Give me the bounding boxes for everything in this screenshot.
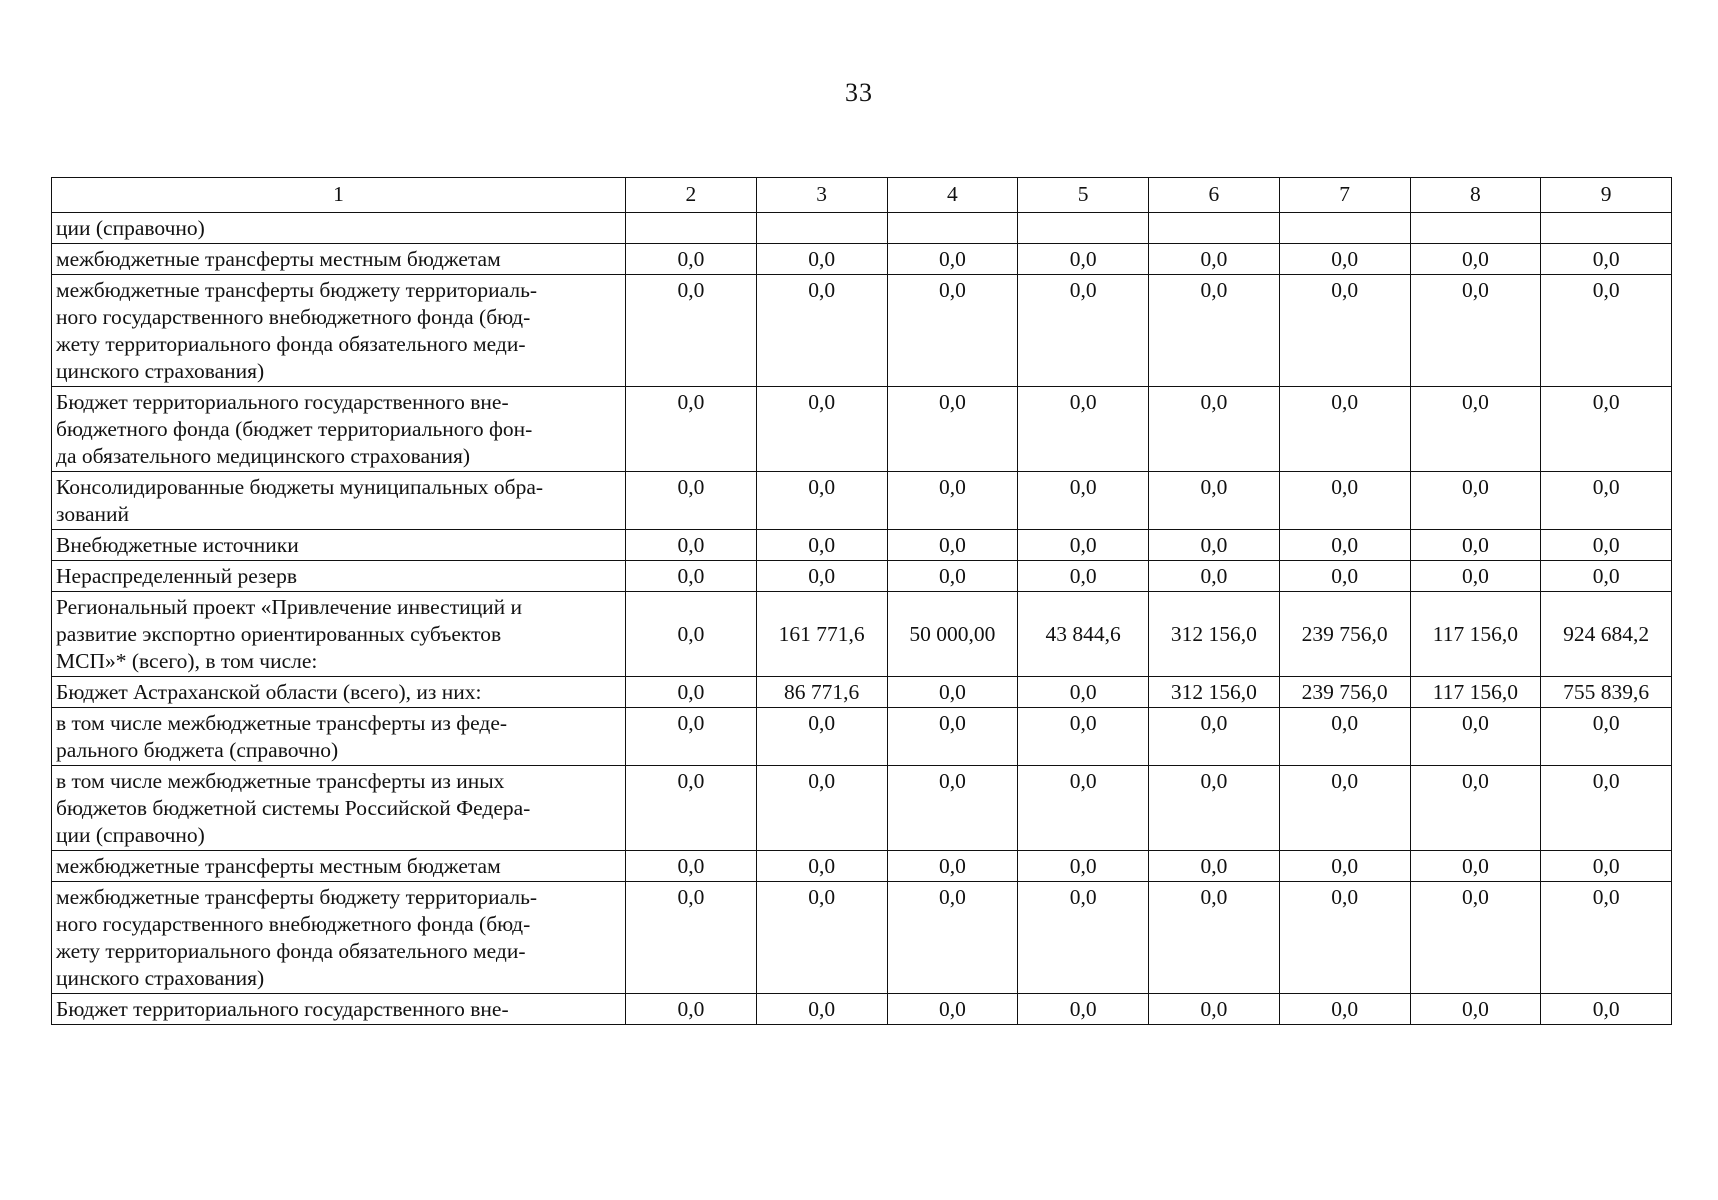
row-value: 0,0 — [887, 472, 1018, 530]
row-value: 0,0 — [1149, 472, 1280, 530]
row-value: 0,0 — [1149, 387, 1280, 472]
row-value: 0,0 — [1541, 708, 1672, 766]
table-row — [52, 275, 1672, 387]
row-value: 0,0 — [887, 561, 1018, 592]
row-value: 0,0 — [756, 708, 887, 766]
row-value: 0,0 — [1541, 882, 1672, 994]
label-line: Бюджет территориального государственного вне- — [56, 390, 509, 414]
row-value: 0,0 — [1018, 244, 1149, 275]
label-line: Консолидированные бюджеты муниципальных обра- — [56, 475, 544, 499]
row-value: 0,0 — [1149, 851, 1280, 882]
label-line: цинского страхования) — [56, 966, 265, 990]
row-value: 0,0 — [756, 244, 887, 275]
table-row — [52, 213, 1672, 244]
row-value: 0,0 — [1149, 882, 1280, 994]
label-line: ного государственного внебюджетного фонда (бюд- — [56, 912, 531, 936]
row-value: 0,0 — [1279, 244, 1410, 275]
row-value: 161 771,6 — [756, 592, 887, 677]
row-value — [756, 213, 887, 244]
row-value: 0,0 — [887, 530, 1018, 561]
row-value: 0,0 — [756, 275, 887, 387]
row-value — [1279, 213, 1410, 244]
row-value: 0,0 — [626, 677, 757, 708]
row-value: 0,0 — [1410, 275, 1541, 387]
column-header: 2 — [626, 178, 757, 213]
row-value: 0,0 — [1541, 530, 1672, 561]
label-line: ции (справочно) — [56, 823, 205, 847]
label-line: жету территориального фонда обязательного меди- — [56, 939, 526, 963]
row-value: 0,0 — [1410, 708, 1541, 766]
row-value: 0,0 — [1279, 387, 1410, 472]
row-value: 0,0 — [1149, 708, 1280, 766]
label-line: ного государственного внебюджетного фонда (бюд- — [56, 305, 531, 329]
column-header: 5 — [1018, 178, 1149, 213]
row-value: 0,0 — [1410, 472, 1541, 530]
row-value: 0,0 — [756, 851, 887, 882]
row-value: 0,0 — [1410, 561, 1541, 592]
table-row — [52, 561, 1672, 592]
row-value: 0,0 — [1410, 994, 1541, 1025]
row-value: 0,0 — [887, 994, 1018, 1025]
row-label: ции (справочно) — [52, 213, 626, 244]
label-line: цинского страхования) — [56, 359, 265, 383]
row-label — [52, 275, 626, 387]
row-value: 117 156,0 — [1410, 677, 1541, 708]
table-row — [52, 592, 1672, 677]
row-value: 0,0 — [1149, 994, 1280, 1025]
row-label — [52, 708, 626, 766]
label-line: развитие экспортно ориентированных субъектов — [56, 622, 502, 646]
row-label: межбюджетные трансферты местным бюджетам — [52, 851, 626, 882]
row-value: 0,0 — [1279, 766, 1410, 851]
table-row — [52, 472, 1672, 530]
row-value: 0,0 — [756, 766, 887, 851]
row-value: 0,0 — [1541, 472, 1672, 530]
row-value: 0,0 — [1541, 766, 1672, 851]
label-line: зований — [56, 502, 130, 526]
row-value: 0,0 — [887, 851, 1018, 882]
label-line: да обязательного медицинского страхования) — [56, 444, 471, 468]
row-value: 0,0 — [1541, 244, 1672, 275]
row-value: 43 844,6 — [1018, 592, 1149, 677]
row-value: 0,0 — [1541, 275, 1672, 387]
row-label: Бюджет территориального государственного вне- — [52, 994, 626, 1025]
column-header: 8 — [1410, 178, 1541, 213]
label-line: межбюджетные трансферты бюджету территориаль- — [56, 885, 538, 909]
row-value: 0,0 — [1018, 882, 1149, 994]
column-header: 1 — [52, 178, 626, 213]
row-value: 0,0 — [1018, 766, 1149, 851]
row-value: 0,0 — [1149, 766, 1280, 851]
row-value: 0,0 — [1541, 994, 1672, 1025]
table-row — [52, 677, 1672, 708]
row-value: 0,0 — [1279, 561, 1410, 592]
row-value: 0,0 — [1018, 530, 1149, 561]
row-value: 0,0 — [1018, 472, 1149, 530]
column-header: 3 — [756, 178, 887, 213]
row-value — [1018, 213, 1149, 244]
table-row — [52, 766, 1672, 851]
row-label: межбюджетные трансферты местным бюджетам — [52, 244, 626, 275]
row-value: 0,0 — [626, 244, 757, 275]
row-value: 0,0 — [1541, 561, 1672, 592]
row-value: 0,0 — [1410, 766, 1541, 851]
row-value: 0,0 — [887, 882, 1018, 994]
row-value: 0,0 — [887, 387, 1018, 472]
row-value: 0,0 — [887, 708, 1018, 766]
label-line: Региональный проект «Привлечение инвестиций и — [56, 595, 523, 619]
row-value: 0,0 — [1149, 561, 1280, 592]
row-value: 0,0 — [1279, 882, 1410, 994]
row-value: 0,0 — [887, 275, 1018, 387]
row-value: 0,0 — [1018, 994, 1149, 1025]
row-label — [52, 592, 626, 677]
label-line: межбюджетные трансферты бюджету территориаль- — [56, 278, 538, 302]
row-value: 755 839,6 — [1541, 677, 1672, 708]
row-value: 0,0 — [1279, 994, 1410, 1025]
row-value — [1410, 213, 1541, 244]
row-value: 0,0 — [887, 244, 1018, 275]
row-value: 0,0 — [1018, 387, 1149, 472]
row-value: 0,0 — [1279, 275, 1410, 387]
row-value: 0,0 — [756, 472, 887, 530]
row-value: 0,0 — [626, 994, 757, 1025]
row-label: Нераспределенный резерв — [52, 561, 626, 592]
row-value: 239 756,0 — [1279, 677, 1410, 708]
row-value: 0,0 — [626, 275, 757, 387]
row-value: 50 000,00 — [887, 592, 1018, 677]
row-label: Внебюджетные источники — [52, 530, 626, 561]
row-value: 0,0 — [1149, 530, 1280, 561]
table-header-row — [52, 178, 1672, 213]
row-value: 0,0 — [756, 561, 887, 592]
row-value — [626, 213, 757, 244]
column-header: 7 — [1279, 178, 1410, 213]
table-row — [52, 994, 1672, 1025]
column-header: 4 — [887, 178, 1018, 213]
row-value: 0,0 — [1279, 851, 1410, 882]
row-label: Бюджет Астраханской области (всего), из них: — [52, 677, 626, 708]
row-value — [1541, 213, 1672, 244]
row-value: 0,0 — [626, 851, 757, 882]
row-value: 0,0 — [1541, 387, 1672, 472]
row-value: 0,0 — [1410, 530, 1541, 561]
label-line: бюджетов бюджетной системы Российской Федера- — [56, 796, 531, 820]
row-value: 0,0 — [1149, 244, 1280, 275]
row-value: 0,0 — [756, 387, 887, 472]
row-value: 0,0 — [626, 882, 757, 994]
label-line: бюджетного фонда (бюджет территориального фон- — [56, 417, 533, 441]
row-value: 0,0 — [626, 472, 757, 530]
budget-table — [51, 177, 1672, 1025]
label-line: жету территориального фонда обязательного меди- — [56, 332, 526, 356]
row-value: 0,0 — [1410, 387, 1541, 472]
row-value: 0,0 — [1018, 677, 1149, 708]
table-row — [52, 244, 1672, 275]
label-line: в том числе межбюджетные трансферты из феде- — [56, 711, 508, 735]
row-value: 0,0 — [1018, 275, 1149, 387]
row-value: 312 156,0 — [1149, 677, 1280, 708]
table-row — [52, 882, 1672, 994]
column-header: 9 — [1541, 178, 1672, 213]
row-value: 312 156,0 — [1149, 592, 1280, 677]
row-value: 0,0 — [1018, 708, 1149, 766]
label-line: в том числе межбюджетные трансферты из иных — [56, 769, 505, 793]
row-value: 0,0 — [887, 677, 1018, 708]
row-value: 86 771,6 — [756, 677, 887, 708]
page-number: 33 — [845, 78, 873, 107]
row-value: 0,0 — [1279, 472, 1410, 530]
row-value: 0,0 — [1279, 530, 1410, 561]
row-value — [1149, 213, 1280, 244]
row-label — [52, 387, 626, 472]
row-value: 0,0 — [1410, 244, 1541, 275]
row-value: 0,0 — [626, 592, 757, 677]
row-value: 0,0 — [1018, 561, 1149, 592]
row-value: 0,0 — [756, 530, 887, 561]
label-line: рального бюджета (справочно) — [56, 738, 339, 762]
row-label — [52, 882, 626, 994]
row-value: 0,0 — [756, 882, 887, 994]
row-value: 0,0 — [626, 387, 757, 472]
table-row — [52, 708, 1672, 766]
row-value: 0,0 — [756, 994, 887, 1025]
row-value: 117 156,0 — [1410, 592, 1541, 677]
row-value: 0,0 — [1149, 275, 1280, 387]
row-value: 0,0 — [626, 766, 757, 851]
row-label — [52, 766, 626, 851]
row-value: 0,0 — [1410, 882, 1541, 994]
row-value: 0,0 — [1541, 851, 1672, 882]
row-value: 924 684,2 — [1541, 592, 1672, 677]
row-value: 239 756,0 — [1279, 592, 1410, 677]
row-value — [887, 213, 1018, 244]
row-label — [52, 472, 626, 530]
label-line: МСП»* (всего), в том числе: — [56, 649, 318, 673]
table-row — [52, 851, 1672, 882]
column-header: 6 — [1149, 178, 1280, 213]
table-row — [52, 530, 1672, 561]
row-value: 0,0 — [626, 708, 757, 766]
row-value: 0,0 — [1279, 708, 1410, 766]
row-value: 0,0 — [1410, 851, 1541, 882]
row-value: 0,0 — [1018, 851, 1149, 882]
row-value: 0,0 — [626, 561, 757, 592]
row-value: 0,0 — [626, 530, 757, 561]
table-row — [52, 387, 1672, 472]
row-value: 0,0 — [887, 766, 1018, 851]
